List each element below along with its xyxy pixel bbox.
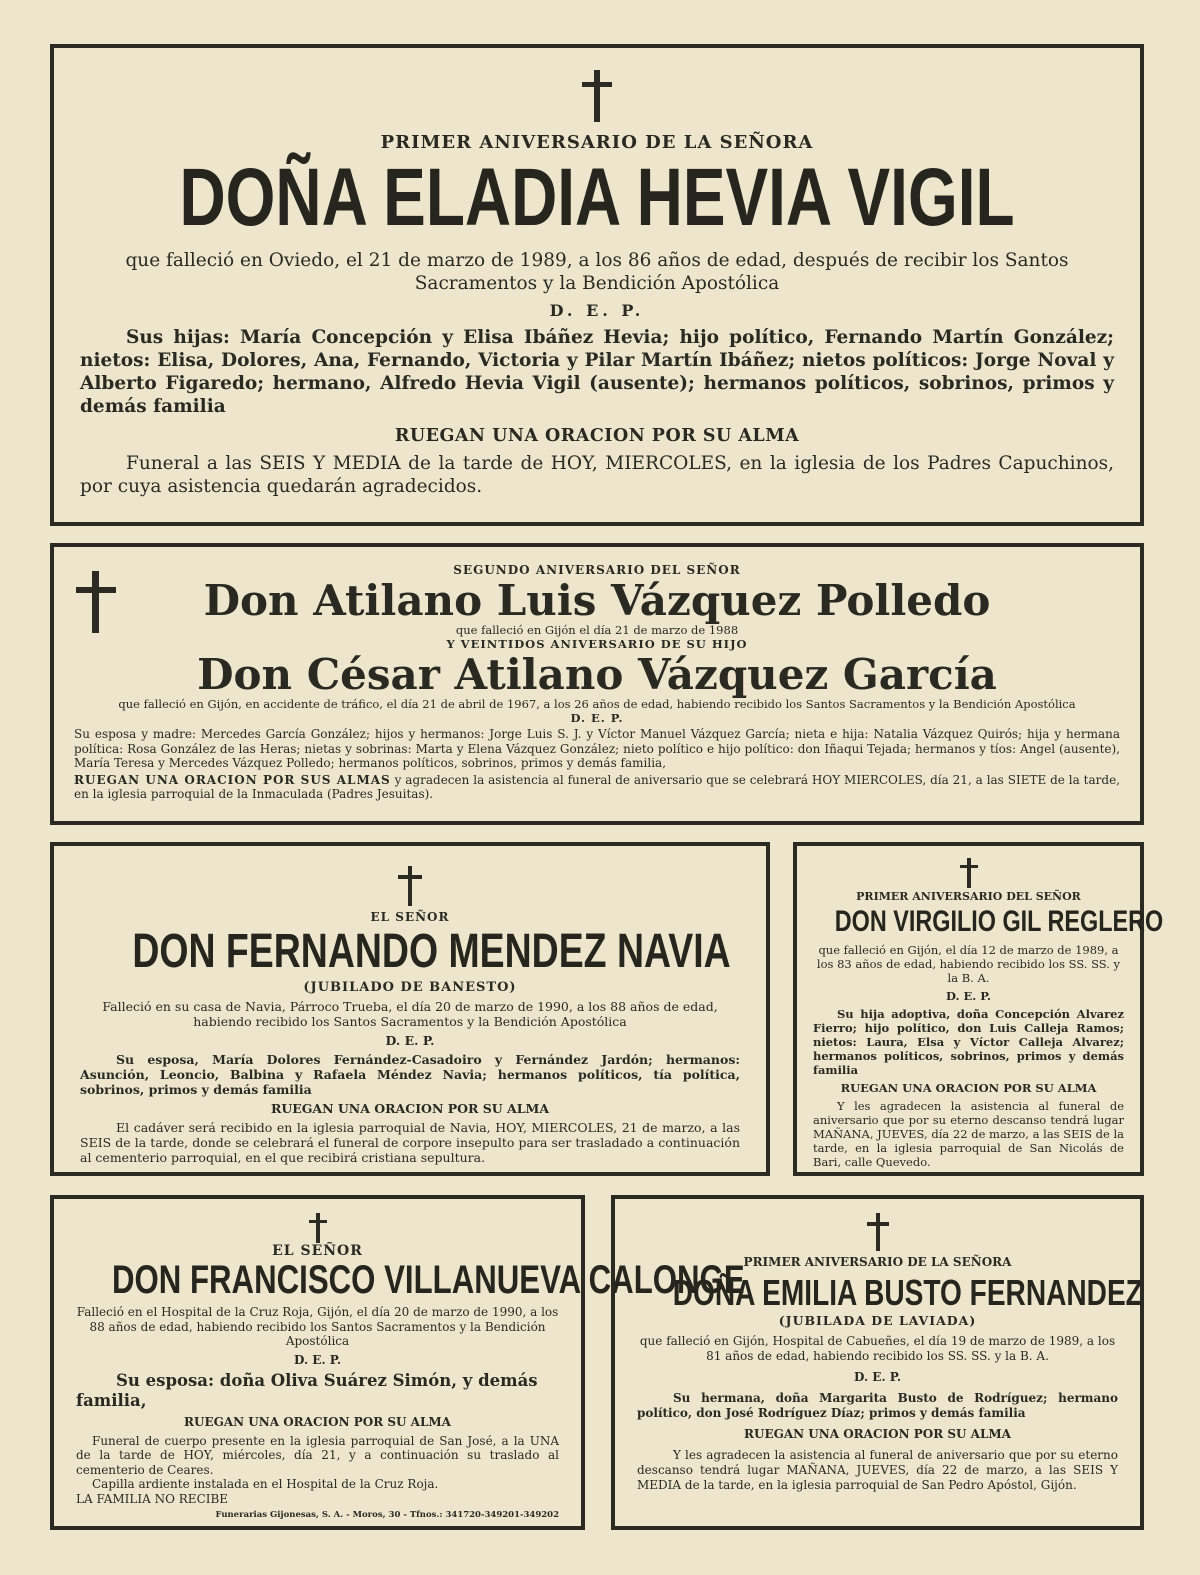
funeral-home-footer: Funerarias Gijonesas, S. A. - Moros, 30 - Tfnos.: 341720-349201-349202 xyxy=(215,1510,559,1520)
dep-label: D. E. P. xyxy=(385,1033,435,1048)
notice-intro: SEGUNDO ANIVERSARIO DEL SEÑOR xyxy=(453,563,741,577)
deceased-name: DON VIRGILIO GIL REGLERO xyxy=(834,905,1164,938)
cross-icon xyxy=(867,1213,889,1251)
notice-intro-son: Y VEINTIDOS ANIVERSARIO DE SU HIJO xyxy=(446,637,748,651)
prayer-request: RUEGAN UNA ORACION POR SUS ALMAS xyxy=(74,772,391,787)
deceased-name: DOÑA EMILIA BUSTO FERNANDEZ xyxy=(672,1272,1143,1313)
prayer-request: RUEGAN UNA ORACION POR SU ALMA xyxy=(270,1101,550,1116)
prayer-request: RUEGAN UNA ORACION POR SU ALMA xyxy=(744,1427,1011,1441)
obituary-notice-eladia-hevia xyxy=(50,44,1144,526)
cross-icon xyxy=(582,70,612,122)
dep-label: D. E. P. xyxy=(549,301,645,320)
dep-label: D. E. P. xyxy=(945,989,992,1003)
chapel-details: Capilla ardiente instalada en el Hospital de la Cruz Roja. xyxy=(92,1477,439,1491)
family-list: Su esposa: doña Oliva Suárez Simón, y demás familia, xyxy=(76,1371,538,1410)
funeral-text: y agradecen la asistencia al funeral de aniversario que se celebrará HOY MIERCOLES, día 21, a las SIETE de la tarde, en la iglesia parroquial de la Inmaculada (Padres Jesuitas). xyxy=(74,772,1120,801)
notice-intro: PRIMER ANIVERSARIO DE LA SEÑORA xyxy=(743,1255,1012,1269)
death-details: que falleció en Gijón, Hospital de Cabueñes, el día 19 de marzo de 1989, a los 81 años de edad, habiendo recibido los SS. SS. y la B. A. xyxy=(639,1334,1116,1363)
death-details: Falleció en el Hospital de la Cruz Roja, Gijón, el día 20 de marzo de 1990, a los 88 años de edad, habiendo recibido los Santos Sacramentos y la Bendición Apostólica xyxy=(76,1305,559,1348)
cross-icon xyxy=(76,571,116,633)
notice-intro: EL SEÑOR xyxy=(370,910,450,924)
dep-label: D. E. P. xyxy=(293,1352,342,1367)
funeral-details: Funeral a las SEIS Y MEDIA de la tarde de HOY, MIERCOLES, en la iglesia de los Padres Capuchinos, por cuya asistencia quedarán agradecidos. xyxy=(80,453,1114,497)
dep-label: D. E. P. xyxy=(570,711,624,725)
deceased-subtitle: (JUBILADA DE LAVIADA) xyxy=(778,1313,977,1328)
death-details: Falleció en su casa de Navia, Párroco Trueba, el día 20 de marzo de 1990, a los 88 años de edad, habiendo recibido los Santos Sacramentos y la Bendición Apostólica xyxy=(102,999,718,1029)
deceased-name: DOÑA ELADIA HEVIA VIGIL xyxy=(179,152,1015,243)
notice-intro: EL SEÑOR xyxy=(272,1243,363,1259)
death-details-father: que falleció en Gijón el día 21 de marzo de 1988 xyxy=(455,623,739,637)
funeral-details: Y les agradecen la asistencia al funeral de aniversario que por su eterno descanso tendrá lugar MAÑANA, JUEVES, día 22 de marzo, a las SEIS Y MEDIA de la tarde, en la iglesia parroquial de San Pedro Apóstol, Gijón. xyxy=(637,1448,1118,1492)
deceased-name: DON FRANCISCO VILLANUEVA CALONGE xyxy=(111,1258,745,1302)
cross-icon xyxy=(960,858,978,888)
death-details: que falleció en Gijón, el día 12 de marzo de 1989, a los 83 años de edad, habiendo recibido los SS. SS. y la B. A. xyxy=(816,943,1121,985)
notice-intro: PRIMER ANIVERSARIO DE LA SEÑORA xyxy=(380,132,814,153)
deceased-name: DON FERNANDO MENDEZ NAVIA xyxy=(132,925,731,978)
obituary-notice-mendez-navia xyxy=(50,842,770,1176)
no-visitors-notice: LA FAMILIA NO RECIBE xyxy=(76,1491,229,1506)
family-list: Su hija adoptiva, doña Concepción Alvarez Fierro; hijo político, don Luis Calleja Ramos; nietos: Laura, Elsa y Víctor Calleja Alvarez; hermanos políticos, sobrinos, primos y demás familia xyxy=(813,1007,1124,1077)
notice-intro: PRIMER ANIVERSARIO DEL SEÑOR xyxy=(856,890,1081,903)
family-list: Su esposa, María Dolores Fernández-Casadoiro y Fernández Jardón; hermanos: Asunción, Leoncio, Balbina y Rafaela Méndez Navia; hermanos políticos, tía política, sobrinos, primos y demás familia xyxy=(80,1052,740,1097)
dep-label: D. E. P. xyxy=(853,1370,902,1384)
deceased-name-father: Don Atilano Luis Vázquez Polledo xyxy=(203,576,991,625)
obituary-notice-busto-fernandez xyxy=(611,1195,1144,1530)
prayer-request: RUEGAN UNA ORACION POR SU ALMA xyxy=(840,1081,1097,1095)
funeral-details xyxy=(74,773,1120,802)
family-list: Su hermana, doña Margarita Busto de Rodríguez; hermano político, don José Rodríguez Díaz; primos y demás familia xyxy=(637,1391,1118,1420)
family-list: Su esposa y madre: Mercedes García González; hijos y hermanos: Jorge Luis S. J. y Víctor Manuel Vázquez García; nieta e hija: Natalia Vázquez Quirós; hija y hermana política: Rosa González de las Heras; nietas y sobrinas: Marta y Elena Vázquez González; nieto político e hijo político: don Iñaqui Tejada; hermanos y tíos: Angel (ausente), María Teresa y Mercedes Vázquez Polledo; hermanos políticos, sobrinos, primos y demás familia, xyxy=(74,727,1120,770)
prayer-request: RUEGAN UNA ORACION POR SU ALMA xyxy=(184,1415,451,1429)
family-list: Sus hijas: María Concepción y Elisa Ibáñez Hevia; hijo político, Fernando Martín González; nietos: Elisa, Dolores, Ana, Fernando, Victoria y Pilar Martín Ibáñez; nietos políticos: Jorge Noval y Alberto Figaredo; hermano, Alfredo Hevia Vigil (ausente); hermanos políticos, sobrinos, primos y demás familia xyxy=(80,327,1114,417)
obituary-notice-vazquez xyxy=(50,543,1144,825)
cross-icon xyxy=(309,1213,327,1243)
funeral-details: El cadáver será recibido en la iglesia parroquial de Navia, HOY, MIERCOLES, 21 de marzo, a las SEIS de la tarde, donde se celebrará el funeral de corpore insepulto para ser trasladado a continuación al cementerio parroquial, en el que recibirá cristiana sepultura. xyxy=(80,1120,740,1165)
deceased-subtitle: (JUBILADO DE BANESTO) xyxy=(303,980,517,995)
cross-icon xyxy=(398,866,422,906)
deceased-name-son: Don César Atilano Vázquez García xyxy=(197,650,997,699)
funeral-details: Funeral de cuerpo presente en la iglesia parroquial de San José, a la UNA de la tarde de HOY, miércoles, día 21, y a continuación su traslado al cementerio de Ceares. xyxy=(76,1433,559,1477)
death-details: que falleció en Oviedo, el 21 de marzo de 1989, a los 86 años de edad, después de recibir los Santos Sacramentos y la Bendición Apostólica xyxy=(125,250,1069,294)
obituary-notice-villanueva xyxy=(50,1195,745,1530)
obituary-notice-gil-reglero xyxy=(793,842,1164,1176)
death-details-son: que falleció en Gijón, en accidente de tráfico, el día 21 de abril de 1967, a los 26 años de edad, habiendo recibido los Santos Sacramentos y la Bendición Apostólica xyxy=(118,697,1076,711)
funeral-details: Y les agradecen la asistencia al funeral de aniversario que por su eterno descanso tendrá lugar MAÑANA, JUEVES, día 22 de marzo, a las SEIS de la tarde, en la iglesia parroquial de San Nicolás de Bari, calle Quevedo. xyxy=(813,1099,1124,1169)
prayer-request: RUEGAN UNA ORACION POR SU ALMA xyxy=(394,426,800,446)
